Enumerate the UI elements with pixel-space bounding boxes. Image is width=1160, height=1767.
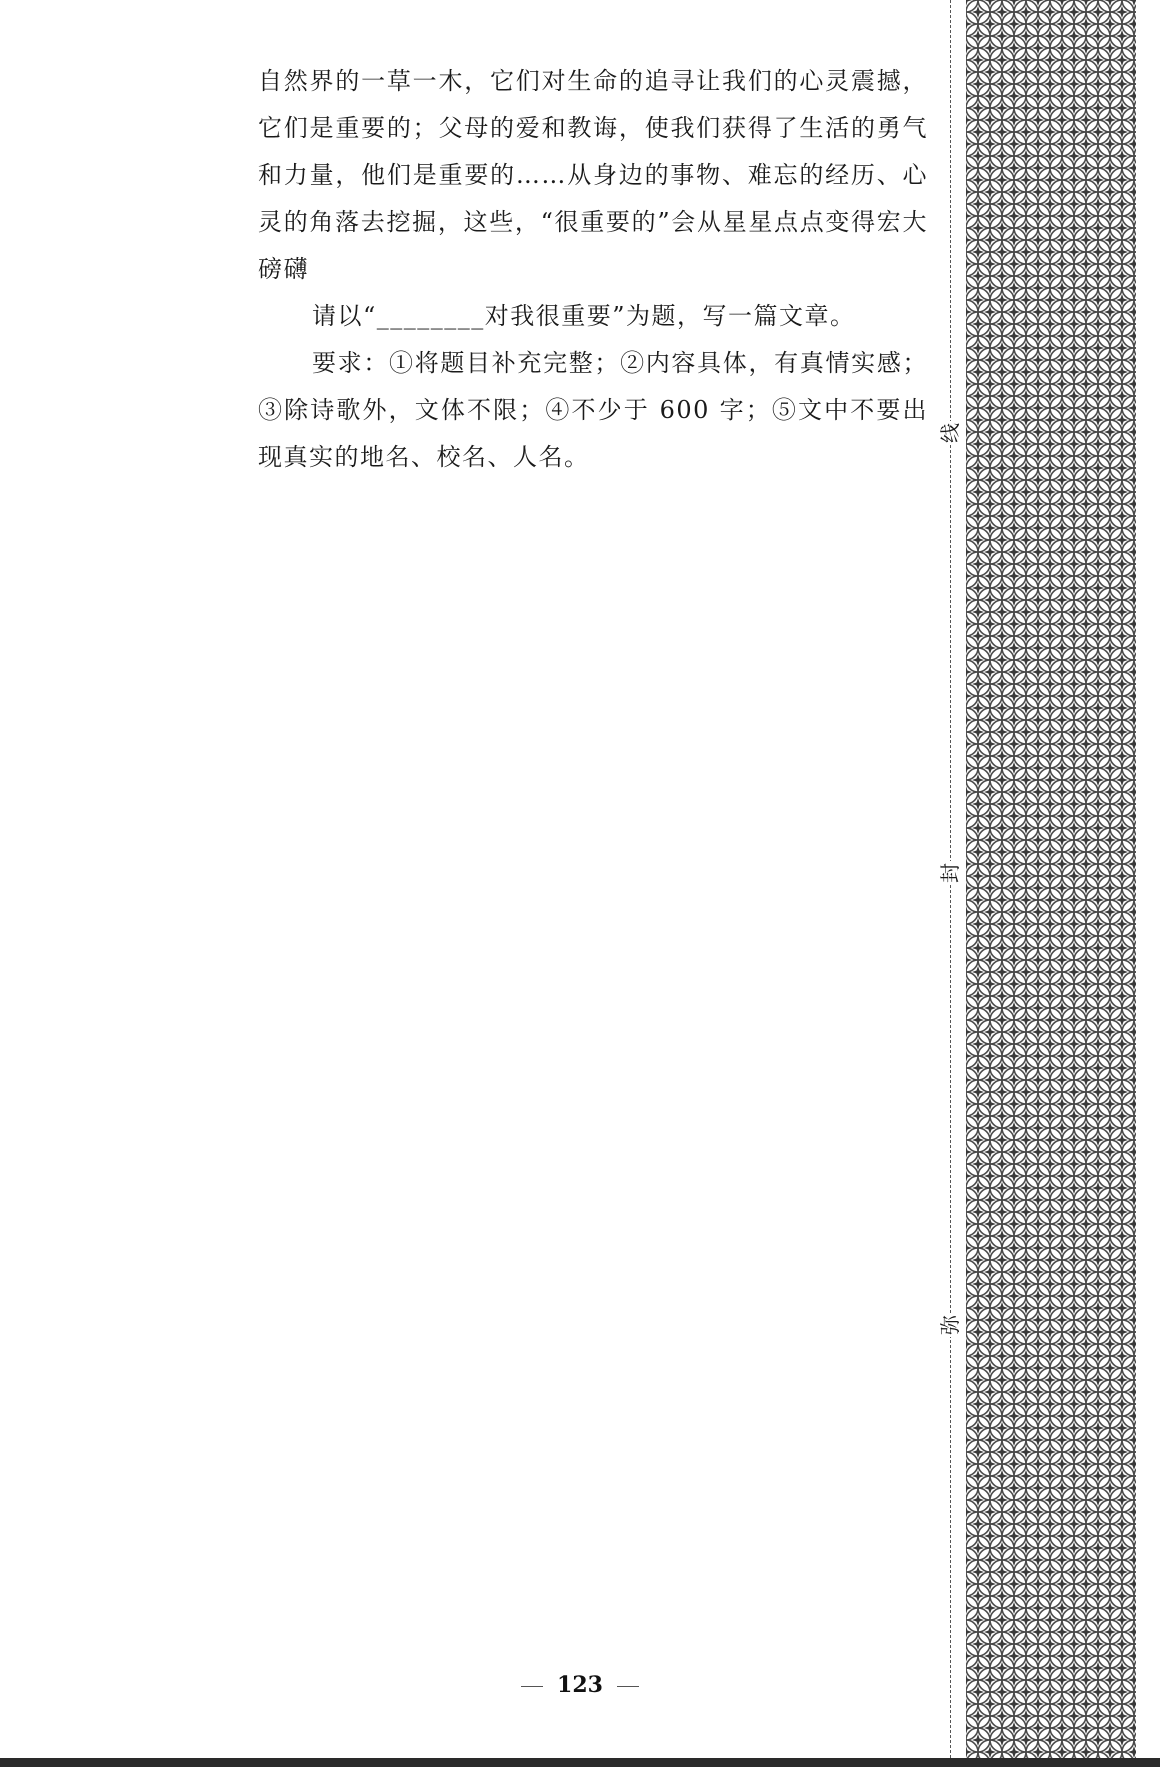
footer-dash-right — [617, 1686, 639, 1687]
essay-question — [258, 58, 928, 481]
binding-label-xian: 线 — [935, 421, 965, 445]
bottom-edge-bar — [0, 1758, 1160, 1767]
writing-prompt: 请以“________对我很重要”为题，写一篇文章。 — [312, 302, 856, 330]
binding-label-feng: 封 — [935, 861, 965, 885]
material-paragraph: 自然界的一草一木，它们对生命的追寻让我们的心灵震撼，它们是重要的；父母的爱和教诲，使我们获得了生活的勇气和力量，他们是重要的……从身边的事物、难忘的经历、心灵的角落去挖掘，这些，“很重要的”会从星星点点变得宏大磅礴 — [258, 67, 928, 283]
writing-requirements: 要求：①将题目补充完整；②内容具体，有真情实感；③除诗歌外，文体不限；④不少于 600 字；⑤文中不要出现真实的地名、校名、人名。 — [258, 349, 928, 471]
page-footer — [0, 1672, 1160, 1698]
binding-label-mi: 弥 — [935, 1313, 965, 1337]
page-number: 123 — [557, 1672, 603, 1698]
decorative-pattern-strip — [966, 0, 1136, 1758]
footer-dash-left — [521, 1686, 543, 1687]
